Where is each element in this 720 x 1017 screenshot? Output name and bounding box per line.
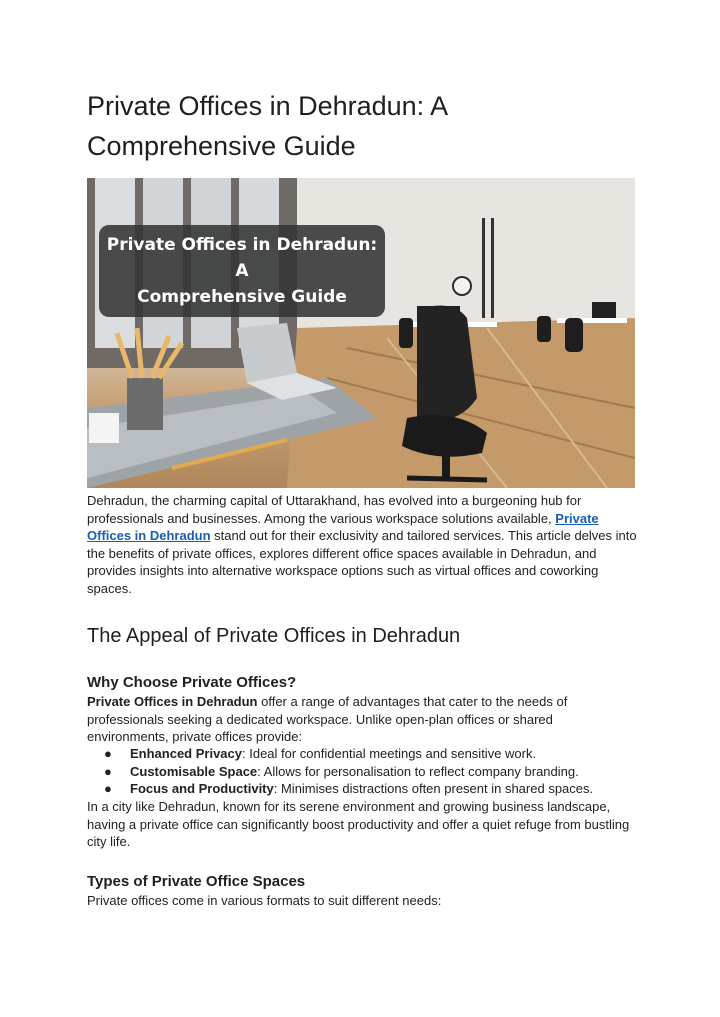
bullet-icon: ●: [104, 781, 112, 796]
types-paragraph: Private offices come in various formats to suit different needs:: [87, 893, 442, 908]
benefit-term: Enhanced Privacy: [130, 746, 242, 761]
intro-text-start: Dehradun, the charming capital of Uttarakhand, has evolved into a burgeoning hub for professionals and businesses. Among the various workspace solutions available,: [87, 493, 582, 526]
private-offices-link[interactable]: Private Offices in Dehradun: [87, 510, 599, 543]
hero-title-text: Private Offices in Dehradun: A Comprehensive Guide: [106, 235, 378, 307]
bullet-icon: ●: [104, 763, 112, 779]
benefit-desc: : Minimises distractions often present in shared spaces.: [273, 781, 594, 796]
intro-text-end: stand out for their exclusivity and tailored services. This article delves into the benefits of private offices, explores different office spaces available in Dehradun, and provides insights into alternative workspace options such as virtual offices and coworking spaces.: [87, 528, 637, 596]
benefit-term: Customisable Space: [130, 763, 258, 779]
benefit-desc: : Allows for personalisation to reflect company branding.: [257, 763, 579, 779]
hero-title-card: [99, 225, 385, 317]
benefit-desc: : Ideal for confidential meetings and sensitive work.: [242, 746, 537, 761]
why-heading: Why Choose Private Offices?: [87, 674, 297, 691]
closing-paragraph: In a city like Dehradun, known for its serene environment and growing business landscape, having a private office can significantly boost productivity and offer a quiet refuge from bustling city life.: [87, 799, 630, 849]
list-item: [87, 745, 637, 763]
page-title: Private Offices in Dehradun: A Comprehensive Guide: [87, 91, 447, 161]
list-item: [87, 780, 637, 798]
bullet-icon: ●: [104, 746, 112, 761]
why-lead-bold: Private Offices in Dehradun: [87, 694, 258, 709]
benefits-list: [87, 745, 637, 798]
hero-image: [87, 178, 635, 488]
why-paragraph: [87, 693, 637, 746]
section-heading: The Appeal of Private Offices in Dehradun: [87, 625, 461, 647]
why-lead-text: offer a range of advantages that cater to the needs of professionals seeking a dedicated workspace. Unlike open-plan offices or shared environments, private offices provide:: [87, 694, 568, 744]
list-item: [87, 763, 637, 781]
types-heading: Types of Private Office Spaces: [87, 873, 306, 890]
benefit-term: Focus and Productivity: [130, 781, 274, 796]
intro-paragraph: [87, 492, 637, 597]
